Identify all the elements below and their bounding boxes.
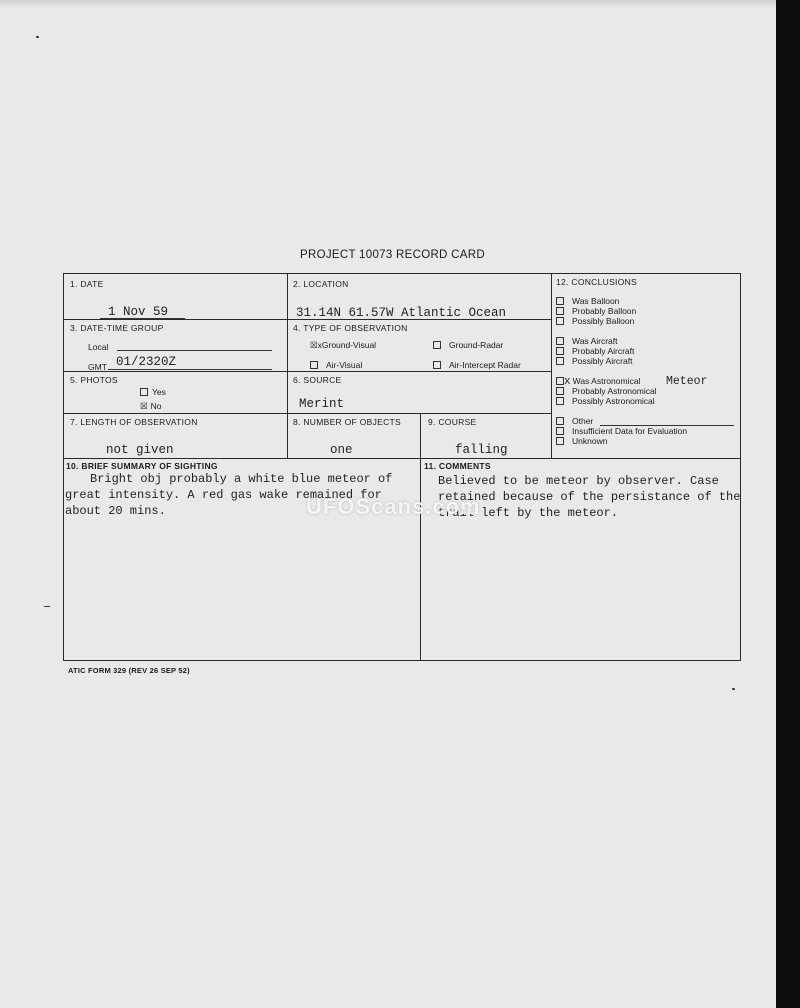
ground-visual-text: Ground-Visual	[321, 340, 377, 350]
checkbox-icon	[556, 377, 564, 385]
conclusion-probably-balloon	[556, 306, 636, 316]
summary-label: 10. BRIEF SUMMARY OF SIGHTING	[66, 461, 218, 471]
photos-no-option	[140, 401, 162, 412]
conclusion-text: Was Balloon	[572, 296, 620, 306]
checkbox-icon	[556, 307, 564, 315]
source-value: Merint	[299, 397, 345, 411]
length-label: 7. LENGTH OF OBSERVATION	[70, 417, 198, 427]
photos-no-text: No	[150, 401, 162, 411]
checkbox-icon	[556, 397, 564, 405]
conclusion-text: Probably Aircraft	[572, 346, 635, 356]
date-value: 1 Nov 59	[108, 305, 169, 319]
checkbox-icon	[556, 417, 564, 425]
grid-line	[63, 413, 551, 414]
watermark-logo: UFOScans.com	[306, 494, 481, 519]
gmt-underline	[108, 369, 272, 370]
conclusion-text: Probably Astronomical	[572, 386, 657, 396]
form-number: ATIC FORM 329 (REV 26 SEP 52)	[68, 666, 190, 675]
conclusion-text: Possibly Astronomical	[572, 396, 655, 406]
scan-speck	[36, 36, 39, 38]
ground-visual-mark: ☒x	[310, 340, 322, 350]
location-value: 31.14N 61.57W Atlantic Ocean	[296, 306, 507, 320]
ground-radar-option	[433, 340, 503, 350]
checkbox-icon	[556, 427, 564, 435]
comments-label: 11. COMMENTS	[424, 461, 491, 471]
comments-line: trail left by the meteor.	[438, 506, 619, 520]
photos-no-mark: ☒	[140, 401, 148, 411]
date-underline	[100, 318, 185, 319]
conclusion-insufficient	[556, 426, 687, 436]
conclusion-text: Possibly Balloon	[572, 316, 635, 326]
ground-visual-option	[310, 340, 376, 351]
type-obs-label: 4. TYPE OF OBSERVATION	[293, 323, 408, 333]
scan-speck	[44, 606, 50, 607]
conclusion-possibly-aircraft	[556, 356, 632, 366]
checkbox-icon	[310, 361, 318, 369]
air-visual-option	[310, 360, 362, 370]
local-label: Local	[88, 342, 109, 352]
checkbox-icon	[433, 361, 441, 369]
photos-label: 5. PHOTOS	[70, 375, 118, 385]
source-label: 6. SOURCE	[293, 375, 342, 385]
checkbox-icon	[556, 337, 564, 345]
grid-line	[63, 458, 741, 459]
datetime-label: 3. DATE-TIME GROUP	[70, 323, 164, 333]
gmt-value: 01/2320Z	[116, 355, 177, 369]
conclusion-was-aircraft	[556, 336, 618, 346]
grid-line	[287, 273, 288, 459]
conclusion-text: Other	[572, 416, 594, 426]
checkbox-icon	[433, 341, 441, 349]
conclusion-text: Was Aircraft	[572, 336, 618, 346]
scan-top-edge	[0, 0, 776, 8]
grid-line	[551, 273, 552, 459]
conclusion-text: Possibly Aircraft	[572, 356, 633, 366]
length-value: not given	[106, 443, 174, 457]
conclusion-possibly-balloon	[556, 316, 634, 326]
conclusion-was-balloon	[556, 296, 619, 306]
summary-line: about 20 mins.	[65, 504, 166, 518]
conclusion-text: Was Astronomical	[572, 376, 641, 386]
card-title: PROJECT 10073 RECORD CARD	[300, 249, 485, 261]
comments-line: retained because of the persistance of the	[438, 490, 741, 504]
gmt-label: GMT	[88, 362, 107, 372]
conclusions-label: 12. CONCLUSIONS	[556, 277, 638, 287]
grid-line	[63, 371, 551, 372]
location-label: 2. LOCATION	[293, 279, 349, 289]
checkbox-icon	[556, 347, 564, 355]
conclusion-text: Insufficient Data for Evaluation	[572, 426, 688, 436]
checkbox-icon	[556, 437, 564, 445]
local-underline	[117, 350, 272, 351]
conclusion-unknown	[556, 436, 607, 446]
num-objects-label: 8. NUMBER OF OBJECTS	[293, 417, 402, 427]
checkbox-icon	[556, 387, 564, 395]
checkbox-icon	[556, 297, 564, 305]
course-label: 9. COURSE	[428, 417, 477, 427]
astro-note: Meteor	[666, 375, 708, 388]
conclusion-probably-aircraft	[556, 346, 634, 356]
conclusion-possibly-astronomical	[556, 396, 655, 406]
date-label: 1. DATE	[70, 279, 104, 289]
course-value: falling	[455, 443, 508, 457]
checkbox-icon	[556, 317, 564, 325]
conclusion-text: Unknown	[572, 436, 608, 446]
conclusion-text: Probably Balloon	[572, 306, 637, 316]
checkbox-icon	[556, 357, 564, 365]
num-objects-value: one	[330, 443, 353, 457]
astro-check-mark: x	[564, 376, 571, 388]
scan-speck	[732, 688, 735, 690]
summary-line: great intensity. A red gas wake remained for	[65, 488, 382, 502]
conclusion-probably-astronomical	[556, 386, 657, 396]
air-visual-text: Air-Visual	[326, 360, 363, 370]
grid-line	[420, 413, 421, 660]
conclusion-other	[556, 416, 593, 426]
air-intercept-text: Air-Intercept Radar	[449, 360, 521, 370]
comments-line: Believed to be meteor by observer. Case	[438, 474, 719, 488]
checkbox-icon	[140, 388, 148, 396]
photos-yes-text: Yes	[152, 387, 166, 397]
ground-radar-text: Ground-Radar	[449, 340, 504, 350]
photos-yes-option	[140, 387, 166, 397]
air-intercept-option	[433, 360, 521, 370]
scan-right-edge	[776, 0, 800, 1008]
summary-line: Bright obj probably a white blue meteor of	[90, 472, 393, 486]
